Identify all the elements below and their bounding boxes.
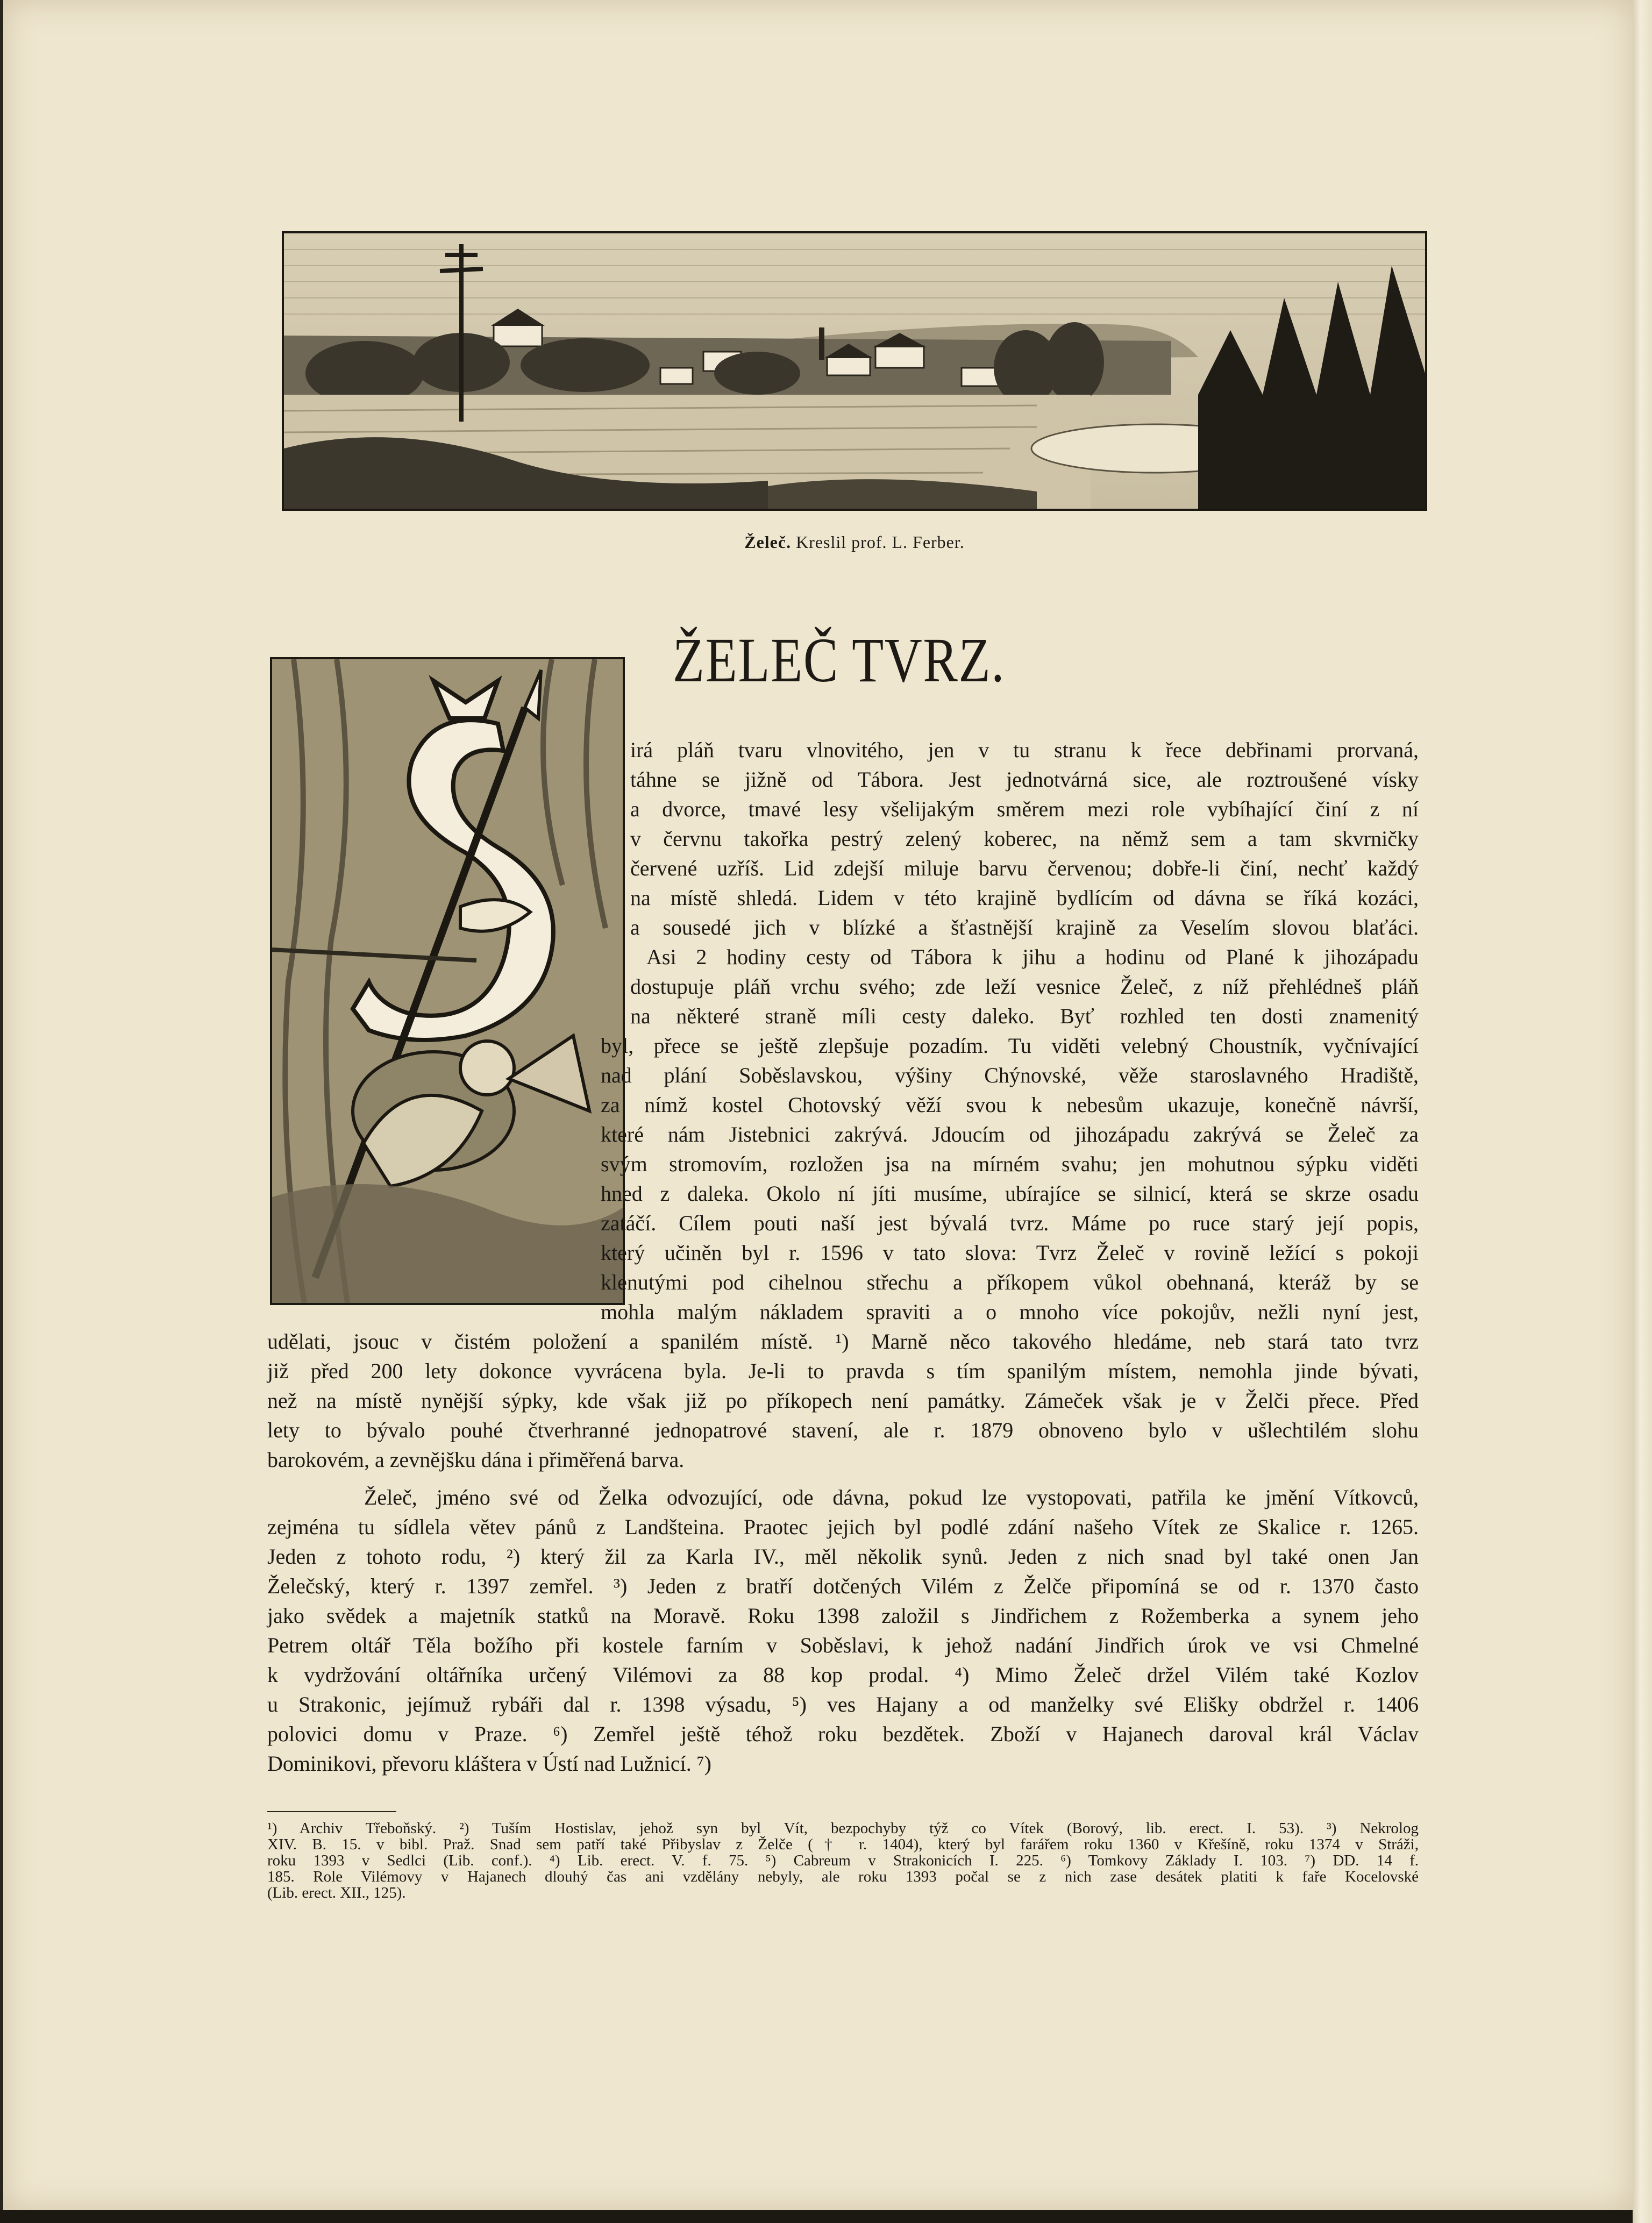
body-line: a dvorce, tmavé lesy všelijakým směrem mezi role vybíhající činí z ní	[630, 797, 1419, 821]
landscape-engraving	[282, 231, 1427, 511]
body-line: irá pláň tvaru vlnovitého, jen v tu stranu k řece debřinami prorvaná,	[630, 738, 1419, 762]
body-line: Dominikovi, převoru kláštera v Ústí nad Lužnicí. ⁷)	[267, 1751, 711, 1776]
body-line: klenutými pod cihelnou střechu a příkopem vůkol obehnaná, kteráž by se	[601, 1270, 1419, 1294]
body-line: mohla malým nákladem spraviti a o mnoho více pokojův, nežli nyní jest,	[601, 1300, 1419, 1324]
footnote-line: 185. Role Vilémovy v Hajanech dlouhý čas ani vzdělány nebyly, ale roku 1393 počal se z nich zase desátek platiti k faře Kocelovské	[267, 1868, 1419, 1885]
body-line: nad plání Soběslavskou, výšiny Chýnovské, věže staroslavného Hradiště,	[601, 1063, 1419, 1087]
body-line: který učiněn byl r. 1596 v tato slova: Tvrz Želeč v rovině ležící s pokoji	[601, 1241, 1419, 1265]
body-line: Želeč, jméno své od Želka odvozující, ode dávna, pokud lze vystopovati, patřila ke jmění Vítkovců,	[364, 1485, 1419, 1509]
body-line: udělati, jsouc v čistém položení a spanilém místě. ¹) Marně něco takového hledáme, neb stará tato tvrz	[267, 1329, 1419, 1353]
chapter-title: ŽELEČ TVRZ.	[672, 625, 1006, 695]
body-line: dostupuje pláň vrchu svého; zde leží vesnice Želeč, z níž přehlédneš pláň	[630, 974, 1419, 999]
body-line: červené uzříš. Lid zdejší miluje barvu červenou; dobře-li činí, nechť každý	[630, 856, 1419, 880]
body-line: na místě shledá. Lidem v této krajině bydlícím od dávna se říká kozáci,	[630, 886, 1419, 910]
body-line: zatáčí. Cílem pouti naší jest bývalá tvrz. Máme po ruce starý její popis,	[601, 1211, 1419, 1235]
body-line: za nímž kostel Chotovský věží svou k nebesům ukazuje, konečně návrší,	[601, 1093, 1419, 1117]
body-line: na některé straně míli cesty daleko. Byť rozhled ten dosti znamenitý	[630, 1004, 1419, 1028]
body-line: barokovém, a zevnějšku dána i přiměřená barva.	[267, 1448, 685, 1472]
page-edge-right	[1633, 0, 1652, 2223]
footnote-line: ¹) Archiv Třeboňský. ²) Tuším Hostislav, jehož syn byl Vít, bezpochyby týž co Vítek (Borový, lib. erect. I. 53). ³) Nekrolog	[267, 1820, 1419, 1837]
body-line: a sousedé jich v blízké a šťastnější krajině za Veselím slovou blaťáci.	[630, 915, 1419, 939]
footnote-line: roku 1393 v Sedlci (Lib. conf.). ⁴) Lib. erect. V. f. 75. ⁵) Cabreum v Strakonicích I. 225. ⁶) Tomkovy Základy I. 103. ⁷) DD. 14 f.	[267, 1852, 1419, 1869]
body-line: v červnu takořka pestrý zelený koberec, na němž sem a tam skvrničky	[630, 826, 1419, 851]
body-line: Želečský, který r. 1397 zemřel. ³) Jeden z bratří dotčených Vilém z Želče připomíná se od r. 1370 často	[267, 1574, 1419, 1598]
footnote-separator	[267, 1811, 396, 1812]
body-line: již před 200 lety dokonce vyvrácena byla. Je-li to pravda s tím spanilým místem, nemohla jinde bývati,	[267, 1359, 1419, 1383]
body-line: které nám Jistebnici zakrývá. Jdoucím od jihozápadu zakrývá se Želeč za	[601, 1122, 1419, 1146]
body-line: byl, přece se ještě zlepšuje pozadím. Tu viděti velebný Choustník, vyčnívající	[601, 1034, 1419, 1058]
body-line: Asi 2 hodiny cesty od Tábora k jihu a hodinu od Plané k jihozápadu	[646, 945, 1419, 969]
body-line: jako svědek a majetník statků na Moravě. Roku 1398 založil s Jindřichem z Rožemberka a synem jeho	[267, 1604, 1419, 1628]
body-line: táhne se jižně od Tábora. Jest jednotvárná sice, ale roztroušené vísky	[630, 767, 1419, 792]
body-line: hned z daleka. Okolo ní jíti musíme, ubírajíce se silnicí, která se skrze osadu	[601, 1181, 1419, 1206]
body-line: lety to bývalo pouhé čtverhranné jednopatrové stavení, ale r. 1879 obnoveno bylo v ušlechtilém slohu	[267, 1418, 1419, 1442]
page-edge-bottom	[0, 2210, 1633, 2223]
body-line: než na místě nynější sýpky, kde však již po příkopech není památky. Zámeček však je v Želči přece. Před	[267, 1388, 1419, 1413]
decorative-initial	[270, 657, 625, 1305]
body-line: zejména tu sídlela větev pánů z Landšteina. Praotec jejich byl podlé zdání našeho Vítek ze Skalice r. 1265.	[267, 1515, 1419, 1539]
body-line: u Strakonic, jejímuž rybáři dal r. 1398 výsadu, ⁵) ves Hajany a od manželky své Elišky obdržel r. 1406	[267, 1692, 1419, 1716]
body-line: Jeden z tohoto rodu, ²) který žil za Karla IV., měl několik synů. Jeden z nich snad byl také onen Jan	[267, 1544, 1419, 1569]
body-line: polovici domu v Praze. ⁶) Zemřel ještě téhož roku bezdětek. Zboží v Hajanech daroval král Václav	[267, 1722, 1419, 1746]
figure-caption: Želeč. Kreslil prof. L. Ferber.	[744, 532, 965, 552]
body-line: Petrem oltář Těla božího při kostele farním v Soběslavi, k jehož nadání Jindřich úrok ve vsi Chmelné	[267, 1633, 1419, 1657]
body-line: svým stromovím, rozložen jsa na mírném svahu; jen mohutnou sýpku viděti	[601, 1152, 1419, 1176]
body-line: k vydržování oltářníka určený Vilémovi za 88 kop prodal. ⁴) Mimo Želeč držel Vilém také Kozlov	[267, 1663, 1419, 1687]
footnote-line: (Lib. erect. XII., 125).	[267, 1884, 406, 1901]
footnote-line: XIV. B. 15. v bibl. Praž. Snad sem patří také Přibyslav z Želče († r. 1404), který byl farářem roku 1360 v Křešíně, roku 1374 v Stráži,	[267, 1836, 1419, 1853]
